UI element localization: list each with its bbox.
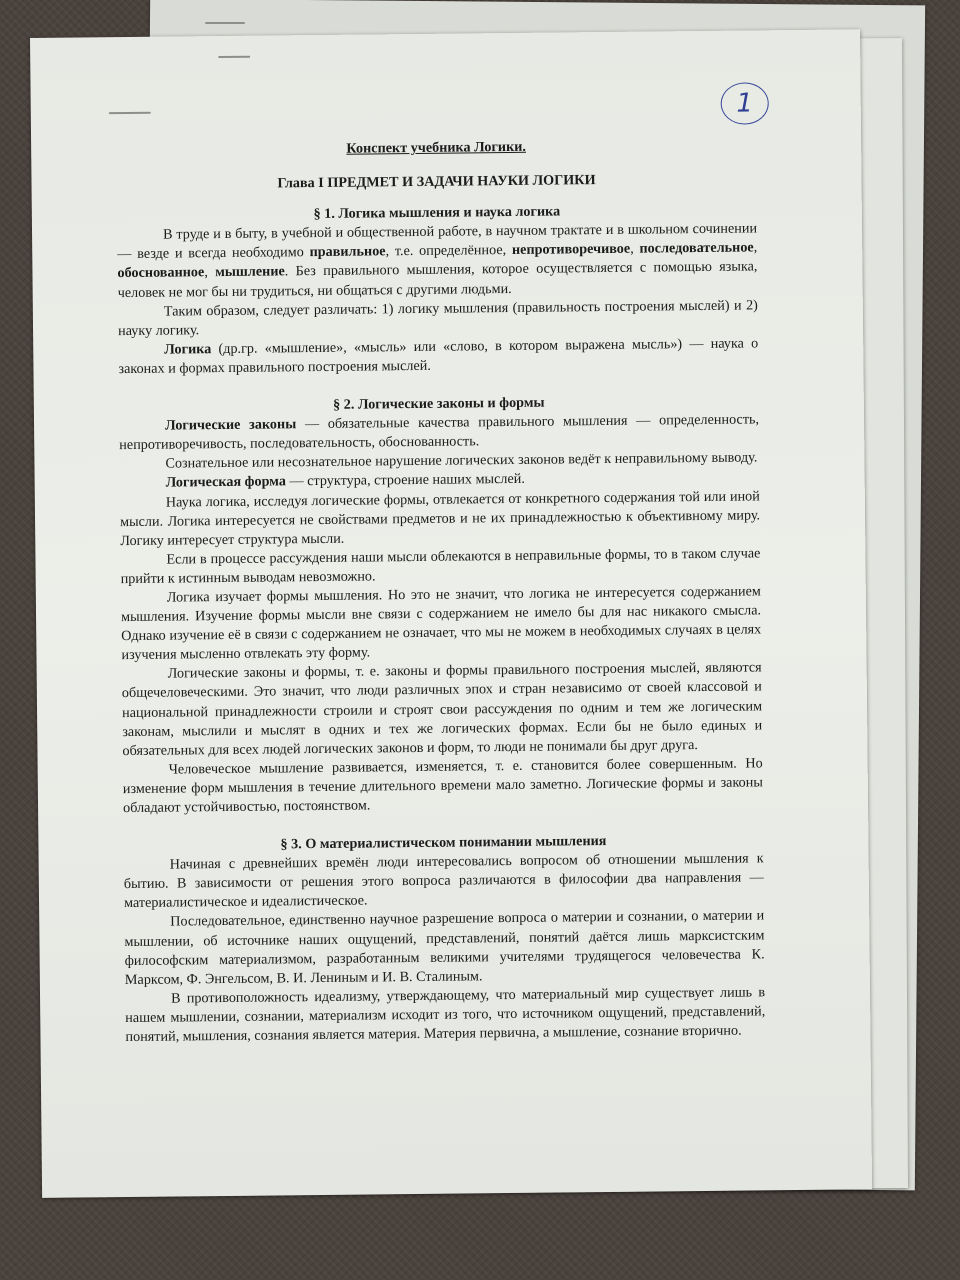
paragraph: Человеческое мышление развивается, изменяется, т. е. становится более совершенным. Но изменение форм мышления в течение длительного времени мало заметно. Логические формы и законы обладают устойчивостью, постоянством. (122, 755, 763, 817)
section-title: § 1. Логика мышления и наука логика (313, 203, 561, 223)
paragraph: Логика (др.гр. «мышление», «мысль» или «слово, в котором выражена мысль») — наука о законах и формах правильного построения мыслей. (118, 335, 759, 378)
paragraph: Сознательное или несознательное нарушение логических законов ведёт к неправильному выводу. (165, 449, 758, 472)
section-title: § 2. Логические законы и формы (333, 394, 545, 413)
bold-term: непротиворечивое (511, 241, 631, 259)
paragraph: В противоположность идеализму, утверждающему, что материальный мир существует лишь в нашем мышлении, сознании, материализм исходит из того, что источником ощущений, представлений, понятий, мышления, сознания является материя. Материя первична, а мышление, сознание вторично. (125, 984, 766, 1046)
paragraph: Логика изучает формы мышления. Но это не значит, что логика не интересуется содержанием мышления. Изучение формы мысли вне связи с содержанием не имело бы для нас никакого смысла. Однако изучение её в связи с содержанием не означает, что мы не можем в необходимых случаях в целях изучения мысленно отвлекать эту форму. (120, 583, 762, 664)
paragraph: Если в процессе рассуждения наши мысли облекаются в неправильные формы, то в таком случае прийти к истинным выводам невозможно. (120, 545, 761, 587)
staple-mark (109, 112, 151, 114)
paragraph: Логические законы и формы, т. е. законы и формы правильного построения мыслей, являются общечеловеческими. Это значит, что люди различных эпох и стран независимо от своей классовой и национальной принадлежности строили и строят свои рассуждения по одним и тем же логическим законам, мыслили и мыслят в одних и тех же логических формах. Если бы не было единых и обязательных для всех людей логических законов и форм, то люди не понимали бы друг друга. (121, 659, 763, 759)
section-2 (119, 391, 763, 818)
staple-mark (205, 22, 245, 24)
bold-term: обоснованное (117, 264, 205, 282)
section-title: § 3. О материалистическом понимании мышления (280, 833, 607, 853)
chapter-title: Глава I ПРЕДМЕТ И ЗАДАЧИ НАУКИ ЛОГИКИ (277, 172, 596, 192)
paragraph: Начиная с древнейших времён люди интересовались вопросом об отношении мышления к бытию. В зависимости от решения этого вопроса различаются в философии два направления — материалистическое и идеалистическое. (123, 850, 764, 912)
paragraph: Наука логика, исследуя логические формы, отвлекается от конкретного содержания той или иной мысли. Логика интересуется не свойствами предметов и не их принадлежностью к объективному миру. Логику интересует структура мысли. (119, 487, 761, 549)
front-page (30, 29, 872, 1198)
bold-term: последовательное (639, 239, 754, 258)
paragraph: Таким образом, следует различать: 1) логику мышления (правильность построения мыслей) и 2) науку логику. (117, 297, 758, 339)
page-number-1: 1 (721, 82, 769, 125)
document-body (116, 135, 766, 1066)
section-1 (117, 201, 759, 380)
bold-term: Логика (164, 340, 212, 358)
document-title: Конспект учебника Логики. (346, 138, 527, 157)
bold-term: правильное (309, 243, 386, 261)
staple-mark (218, 56, 250, 58)
paragraph: Логическая форма — структура, строение наших мыслей. (165, 471, 525, 492)
paragraph: В труде и в быту, в учебной и общественной работе, в научном трактате и в школьном сочинении — везде и всегда необходимо правильное, т.е. определённое, непротиворечивое, последовательное, обоснованное, мышление. Без правильного мышления, которое осуществляется с помощью языка, человек не мог бы ни трудиться, ни общаться с другими людьми. (117, 220, 758, 301)
section-3 (123, 830, 765, 1047)
paragraph: Последовательное, единственно научное разрешение вопроса о материи и сознании, о материи и мышлении, об источнике наших ощущений, представлений, понятий даётся лишь марксистским философским материализмом, разработанным великими учителями трудящегося человечества К. Марксом, Ф. Энгельсом, В. И. Лениным и И. В. Сталиным. (124, 907, 765, 988)
bold-term: мышление (215, 263, 285, 281)
bold-term: Логические законы (164, 416, 297, 434)
paragraph: Логические законы — обязательные качества правильного мышления — определенность, непротиворечивость, последовательность, обоснованность. (119, 411, 760, 454)
sections (117, 201, 766, 1048)
bold-term: Логическая форма (165, 473, 286, 492)
